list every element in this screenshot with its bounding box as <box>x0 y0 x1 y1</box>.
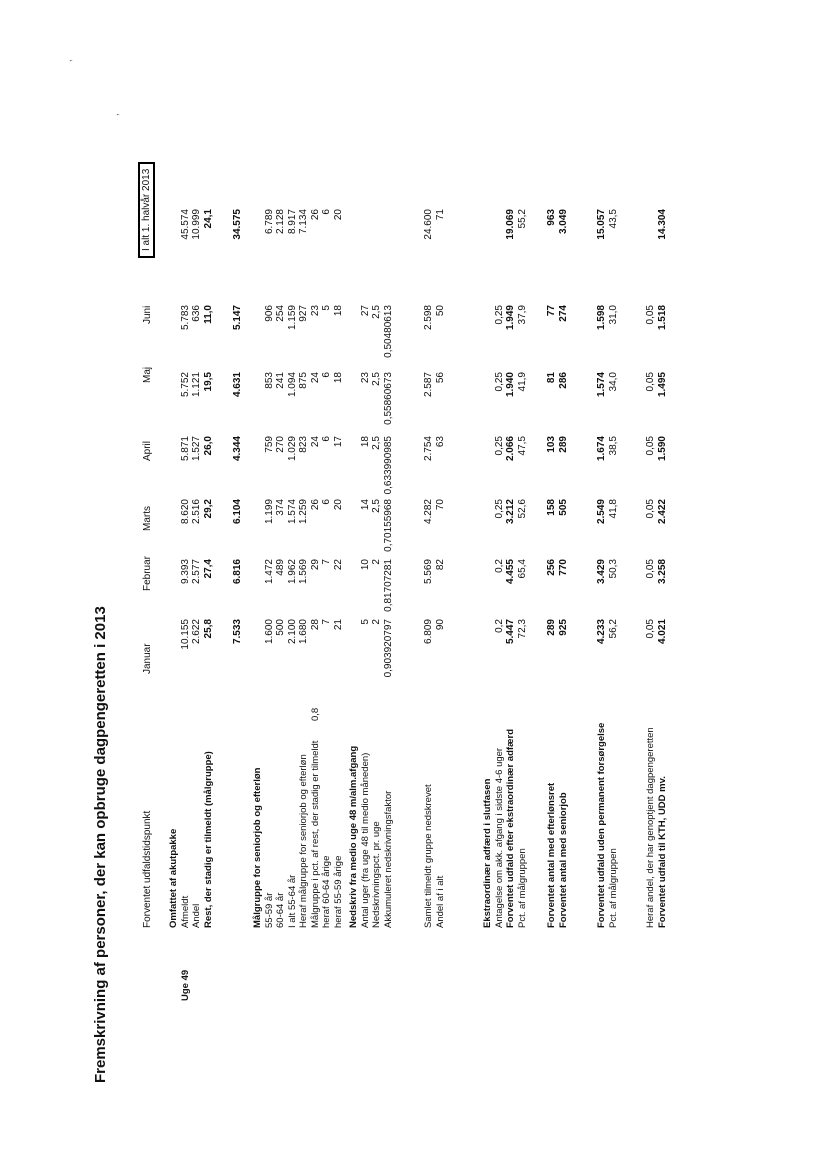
cell-value: 1.159 <box>286 305 298 331</box>
cell-value: 56 <box>434 372 446 384</box>
cell-value: 4.455 <box>505 559 516 585</box>
cell-value: 0,633990985 <box>382 436 394 495</box>
cell-value: 11,0 <box>202 305 214 324</box>
cell-value: 24.600 <box>423 209 434 240</box>
cell-value: 27,4 <box>202 559 214 579</box>
cell-value: 0,05 <box>645 499 656 519</box>
cell-value: 0,05 <box>645 619 656 639</box>
header-month-april: April <box>142 440 153 461</box>
header-label: Forventet udfaldstidspunkt <box>142 810 153 928</box>
cell-value: 65,4 <box>516 559 528 579</box>
header-month-maj: Maj <box>142 366 153 383</box>
cell-value: 6 <box>321 372 332 378</box>
cell-value: 1.029 <box>286 436 298 462</box>
section-heading: Omfattet af akutpakke <box>168 828 179 928</box>
cell-value: 56,2 <box>607 619 619 639</box>
row-label: Samlet tilmeldt gruppe nedskrevet <box>423 784 434 928</box>
cell-value: 2.516 <box>191 499 202 525</box>
cell-value: 82 <box>434 559 446 571</box>
cell-value: 254 <box>275 305 286 322</box>
cell-value: 47,5 <box>516 436 528 456</box>
cell-value: 5.871 <box>179 436 191 462</box>
cell-value: 15.057 <box>596 209 607 240</box>
row-label: Antal uger (fra uge 48 til medio måneden) <box>359 752 371 928</box>
cell-value: 8.620 <box>179 499 191 525</box>
cell-value: 1.590 <box>656 436 668 462</box>
cell-value: 9.393 <box>179 559 191 585</box>
cell-value: 6.104 <box>232 499 243 525</box>
page-title: Fremskrivning af personer, der kan opbruge dagpengeretten i 2013 <box>92 606 109 1083</box>
cell-value: 770 <box>557 559 569 576</box>
cell-value: 2.100 <box>286 619 298 645</box>
cell-value: 26,0 <box>202 436 214 456</box>
cell-value: 853 <box>263 372 275 389</box>
cell-value: 2.422 <box>656 499 668 525</box>
cell-value: 927 <box>298 305 309 322</box>
cell-value: 103 <box>546 436 557 453</box>
cell-value: 63 <box>434 436 446 448</box>
cell-value: 0,25 <box>493 436 505 456</box>
cell-value: 0,25 <box>493 305 505 325</box>
section-heading: Målgruppe for seniorjob og efterløn <box>252 767 263 928</box>
cell-value: 0,2 <box>493 559 505 573</box>
cell-value: 0,2 <box>493 619 505 633</box>
cell-value: 43,5 <box>607 209 619 229</box>
cell-value: 4.021 <box>656 619 668 645</box>
cell-value: 31,0 <box>607 305 619 325</box>
cell-value: 18 <box>332 305 344 317</box>
cell-value: 2,5 <box>371 436 382 450</box>
cell-value: 270 <box>275 436 286 453</box>
cell-value: 1.574 <box>596 372 607 398</box>
cell-value: 0,05 <box>645 305 656 325</box>
cell-value: 5.569 <box>423 559 434 585</box>
cell-value: 2 <box>371 619 382 625</box>
cell-value: 3.212 <box>505 499 516 525</box>
cell-value: 50 <box>434 305 446 317</box>
cell-value: 41,8 <box>607 499 619 519</box>
cell-value: 0,25 <box>493 372 505 392</box>
cell-value: 3.429 <box>596 559 607 585</box>
cell-value: 7 <box>321 619 332 625</box>
cell-value: 2.587 <box>423 372 434 398</box>
cell-value: 256 <box>546 559 557 576</box>
section-heading: Ekstraordinær adfærd i slutfasen <box>482 778 493 928</box>
cell-value: 3.258 <box>656 559 668 585</box>
cell-value: 2.754 <box>423 436 434 462</box>
row-label: Forventet antal med seniorjob <box>557 792 569 928</box>
cell-value: 0,05 <box>645 559 656 579</box>
cell-value: 14.304 <box>656 209 668 240</box>
cell-value: 0,903920797 <box>382 619 394 678</box>
cell-value: 274 <box>557 305 569 322</box>
cell-value: 90 <box>434 619 446 631</box>
row-label: Rest, der stadig er tilmeldt (målgruppe) <box>202 751 214 928</box>
scan-mark: , <box>63 59 74 62</box>
cell-value: 1.674 <box>596 436 607 462</box>
row-label: Andel af i alt <box>434 875 446 928</box>
cell-value: 1.518 <box>656 305 668 331</box>
row-label: heraf 60-64 årige <box>321 855 332 928</box>
cell-value: 0,25 <box>493 499 505 519</box>
cell-value: 7.134 <box>298 209 309 235</box>
row-label: Målgruppe i pct. af rest, der stadig er tilmeldt <box>309 740 321 928</box>
cell-value: 4.631 <box>232 372 243 398</box>
row-label: Heraf målgruppe for seniorjob og efterløn <box>298 754 309 928</box>
cell-value: 906 <box>263 305 275 322</box>
cell-value: 10.999 <box>191 209 202 240</box>
cell-value: 0,50480613 <box>382 305 394 358</box>
cell-value: 2.066 <box>505 436 516 462</box>
cell-value: 759 <box>263 436 275 453</box>
cell-value: 18 <box>359 436 371 448</box>
cell-value: 6 <box>321 436 332 442</box>
cell-value: 26 <box>309 499 321 511</box>
cell-value: 77 <box>546 305 557 317</box>
cell-value: 34,0 <box>607 372 619 392</box>
row-label: Afmeldt <box>179 895 191 928</box>
cell-value: 52,6 <box>516 499 528 519</box>
cell-value: 19,5 <box>202 372 214 392</box>
cell-value: 241 <box>275 372 286 389</box>
cell-value: 5.783 <box>179 305 191 331</box>
cell-value: 5 <box>321 305 332 311</box>
row-label: heraf 55-59 årige <box>332 855 344 928</box>
cell-value: 24,1 <box>202 209 214 229</box>
cell-value: 55,2 <box>516 209 528 229</box>
cell-value: 81 <box>546 372 557 384</box>
cell-value: 1.600 <box>263 619 275 645</box>
cell-value: 50,3 <box>607 559 619 579</box>
cell-value: 10.155 <box>179 619 191 650</box>
cell-value: 2.598 <box>423 305 434 331</box>
cell-value: 29,2 <box>202 499 214 519</box>
cell-value: 70 <box>434 499 446 511</box>
cell-value: 71 <box>434 209 446 221</box>
row-label: Heraf andel, der har genoptjent dagpengeretten <box>645 727 656 928</box>
stray-value: 0,8 <box>310 707 321 721</box>
row-label: 60-64 år <box>275 892 286 928</box>
cell-value: 2.577 <box>191 559 202 585</box>
cell-value: 2,5 <box>371 499 382 513</box>
row-label: Forventet udfald efter ekstraordinær adfærd <box>505 728 516 928</box>
cell-value: 1.598 <box>596 305 607 331</box>
cell-value: 6 <box>321 499 332 505</box>
cell-value: 4.282 <box>423 499 434 525</box>
header-month-februar: Februar <box>142 555 153 591</box>
cell-value: 5.447 <box>505 619 516 645</box>
cell-value: 29 <box>309 559 321 571</box>
cell-value: 1.962 <box>286 559 298 585</box>
cell-value: 2,5 <box>371 372 382 386</box>
cell-value: 0,05 <box>645 372 656 392</box>
scan-mark: , <box>110 113 121 116</box>
cell-value: 23 <box>309 305 321 317</box>
cell-value: 1.472 <box>263 559 275 585</box>
row-label: Forventet antal med efterlønsret <box>546 782 557 928</box>
cell-value: 1.574 <box>286 499 298 525</box>
cell-value: 823 <box>298 436 309 453</box>
row-label: Nedskrivningspct. pr. uge <box>371 821 382 928</box>
row-label: Pct. af målgruppen <box>516 848 528 928</box>
cell-value: 5.752 <box>179 372 191 398</box>
cell-value: 1.495 <box>656 372 668 398</box>
cell-value: 28 <box>309 619 321 631</box>
cell-value: 6.789 <box>263 209 275 235</box>
cell-value: 0,81707281 <box>382 559 394 612</box>
cell-value: 6.816 <box>232 559 243 585</box>
cell-value: 23 <box>359 372 371 384</box>
cell-value: 7 <box>321 559 332 565</box>
cell-value: 41,9 <box>516 372 528 392</box>
cell-value: 3.049 <box>557 209 569 235</box>
cell-value: 1.259 <box>298 499 309 525</box>
cell-value: 5 <box>359 619 371 625</box>
cell-value: 2 <box>371 559 382 565</box>
row-label: Pct. af målgruppen <box>607 848 619 928</box>
cell-value: 875 <box>298 372 309 389</box>
cell-value: 6 <box>321 209 332 215</box>
cell-value: 18 <box>332 372 344 384</box>
cell-value: 1.940 <box>505 372 516 398</box>
cell-value: 24 <box>309 436 321 448</box>
cell-value: 963 <box>546 209 557 226</box>
cell-value: 925 <box>557 619 569 636</box>
cell-value: 6.809 <box>423 619 434 645</box>
uge-label: Uge 49 <box>180 969 191 1001</box>
row-label: I alt 55-64 år <box>286 874 298 928</box>
cell-value: 1.527 <box>191 436 202 462</box>
section-heading: Nedskriv fra medio uge 48 m/alm.afgang <box>348 745 359 928</box>
cell-value: 37,9 <box>516 305 528 325</box>
cell-value: 1.199 <box>263 499 275 525</box>
cell-value: 489 <box>275 559 286 576</box>
cell-value: 1.569 <box>298 559 309 585</box>
header-month-juni: Juni <box>142 305 153 324</box>
cell-value: 286 <box>557 372 569 389</box>
cell-value: 34.575 <box>232 209 243 240</box>
cell-value: 2.128 <box>275 209 286 235</box>
cell-value: 26 <box>309 209 321 221</box>
cell-value: 0,55860673 <box>382 372 394 425</box>
cell-value: 0,05 <box>645 436 656 456</box>
cell-value: 19.069 <box>505 209 516 240</box>
row-label: Antagelse om akk. afgang i sidste 4-6 uger <box>493 747 505 928</box>
row-label: Andel <box>191 903 202 928</box>
cell-value: 1.121 <box>191 372 202 398</box>
cell-value: 14 <box>359 499 371 511</box>
cell-value: 374 <box>275 499 286 516</box>
cell-value: 20 <box>332 209 344 221</box>
row-label: Forventet udfald uden permanent forsørgelse <box>596 722 607 928</box>
cell-value: 2.549 <box>596 499 607 525</box>
cell-value: 20 <box>332 499 344 511</box>
cell-value: 7.533 <box>232 619 243 645</box>
cell-value: 72,3 <box>516 619 528 639</box>
header-total-box: I alt 1. halvår 2013 <box>138 162 155 258</box>
cell-value: 2,5 <box>371 305 382 319</box>
cell-value: 22 <box>332 559 344 571</box>
cell-value: 17 <box>332 436 344 448</box>
cell-value: 5.147 <box>232 305 243 331</box>
cell-value: 1.949 <box>505 305 516 331</box>
header-month-januar: Januar <box>142 643 153 674</box>
header-month-marts: Marts <box>142 506 153 531</box>
cell-value: 4.344 <box>232 436 243 462</box>
cell-value: 25,8 <box>202 619 214 639</box>
cell-value: 4.233 <box>596 619 607 645</box>
cell-value: 24 <box>309 372 321 384</box>
cell-value: 289 <box>557 436 569 453</box>
cell-value: 2.622 <box>191 619 202 645</box>
cell-value: 1.094 <box>286 372 298 398</box>
cell-value: 10 <box>359 559 371 571</box>
cell-value: 1.680 <box>298 619 309 645</box>
cell-value: 158 <box>546 499 557 516</box>
cell-value: 27 <box>359 305 371 317</box>
cell-value: 8.917 <box>286 209 298 235</box>
cell-value: 0,70155968 <box>382 499 394 552</box>
cell-value: 21 <box>332 619 344 631</box>
cell-value: 289 <box>546 619 557 636</box>
cell-value: 505 <box>557 499 569 516</box>
cell-value: 45.574 <box>179 209 191 240</box>
cell-value: 38,5 <box>607 436 619 456</box>
row-label: 55-59 år <box>263 892 275 928</box>
cell-value: 500 <box>275 619 286 636</box>
cell-value: 636 <box>191 305 202 322</box>
row-label: Forventet udfald til KTH, UDD mv. <box>656 776 668 928</box>
row-label: Akkumuleret nedskrivningsfaktor <box>382 790 394 928</box>
